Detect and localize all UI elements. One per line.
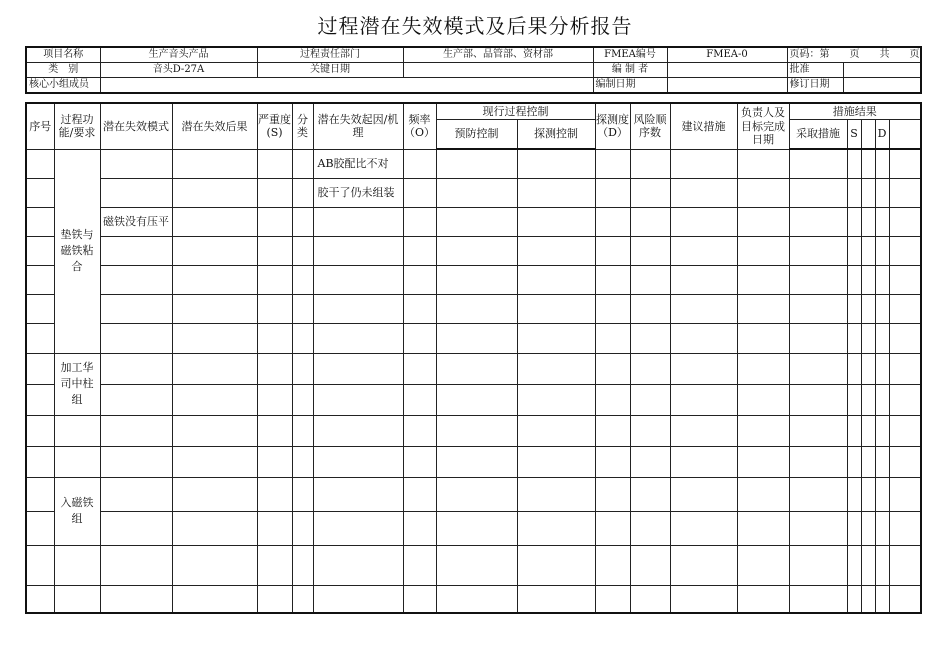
seq-cell — [26, 384, 54, 415]
seq-cell — [26, 236, 54, 265]
header-current-control: 现行过程控制 — [436, 103, 595, 119]
rev-date-value — [843, 78, 921, 94]
approve-label: 批准 — [787, 63, 843, 78]
seq-cell — [26, 265, 54, 294]
author-label: 编 制 者 — [593, 63, 667, 78]
header-recommended: 建议措施 — [670, 103, 737, 149]
header-prevention: 预防控制 — [436, 119, 517, 149]
header-responsible: 负责人及目标完成日期 — [737, 103, 789, 149]
seq-cell — [26, 323, 54, 353]
header-class: 分类 — [292, 103, 313, 149]
seq-cell — [26, 446, 54, 477]
page-title: 过程潜在失效模式及后果分析报告 — [317, 14, 633, 38]
rev-date-label: 修订日期 — [787, 78, 843, 94]
team-label: 核心小组成员 — [26, 78, 100, 94]
header-info-table — [25, 46, 922, 94]
seq-cell — [26, 353, 54, 384]
header-function: 过程功能/要求 — [54, 103, 100, 149]
header-occurrence: 频率（O） — [403, 103, 436, 149]
fmea-table — [25, 102, 922, 614]
cause-cell: 胶干了仍未组装 — [313, 178, 403, 207]
seq-cell — [26, 545, 54, 585]
page-label: 页码：第 页 共 页 — [787, 47, 921, 63]
header-blank-2 — [889, 119, 921, 149]
process-function-2: 加工华司中柱组 — [54, 353, 100, 415]
category-label: 类 别 — [26, 63, 100, 78]
seq-cell — [26, 294, 54, 323]
team-value — [100, 78, 593, 94]
project-name-label: 项目名称 — [26, 47, 100, 63]
header-failure-effect: 潜在失效后果 — [172, 103, 257, 149]
fmea-no-value: FMEA-0 — [667, 47, 787, 63]
seq-cell — [26, 415, 54, 446]
fmea-no-label: FMEA编号 — [593, 47, 667, 63]
author-value — [667, 63, 787, 78]
header-rpn: 风险顺序数 — [630, 103, 670, 149]
approve-value — [843, 63, 921, 78]
seq-cell — [26, 585, 54, 613]
seq-cell — [26, 207, 54, 236]
category-value: 音头D-27A — [100, 63, 257, 78]
header-severity: 严重度(S) — [257, 103, 292, 149]
header-d: D — [875, 119, 889, 149]
header-failure-mode: 潜在失效模式 — [100, 103, 172, 149]
seq-cell — [26, 477, 54, 511]
seq-cell — [26, 511, 54, 545]
key-date-label: 关键日期 — [257, 63, 403, 78]
prep-date-label: 编制日期 — [593, 78, 667, 94]
key-date-value — [403, 63, 593, 78]
header-seq: 序号 — [26, 103, 54, 149]
seq-cell — [26, 178, 54, 207]
header-detection: 探测度（D） — [595, 103, 630, 149]
header-cause: 潜在失效起因/机理 — [313, 103, 403, 149]
header-s: S — [847, 119, 861, 149]
cause-cell: AB胶配比不对 — [313, 149, 403, 178]
prep-date-value — [667, 78, 787, 94]
dept-label: 过程责任部门 — [257, 47, 403, 63]
dept-value: 生产部、品管部、资材部 — [403, 47, 593, 63]
header-blank-1 — [861, 119, 875, 149]
header-results: 措施结果 — [789, 103, 921, 119]
failure-mode-cell: 磁铁没有压平 — [100, 207, 172, 236]
project-name-value: 生产音头产品 — [100, 47, 257, 63]
header-detection-control: 探测控制 — [517, 119, 595, 149]
process-function-3: 入磁铁组 — [54, 477, 100, 545]
seq-cell — [26, 149, 54, 178]
header-action-taken: 采取措施 — [789, 119, 847, 149]
process-function-1: 垫铁与磁铁粘合 — [54, 149, 100, 353]
